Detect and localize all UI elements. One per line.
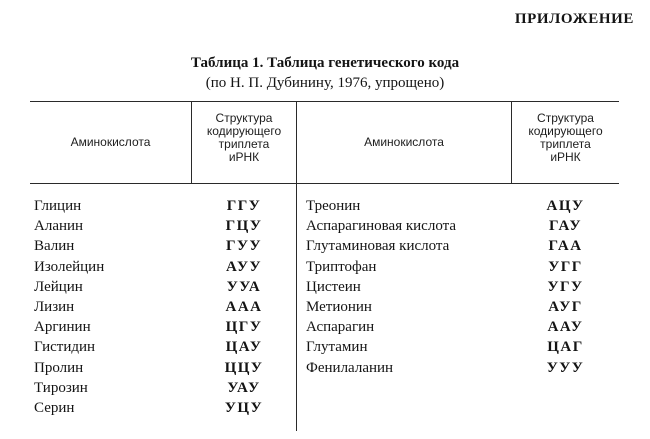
codon-cell: ГЦУ: [225, 218, 263, 235]
amino-acid-cell: Валин: [34, 238, 75, 255]
amino-acid-cell: Глицин: [34, 198, 82, 214]
amino-acid-cell: Изолейцин: [34, 258, 105, 275]
codon-cell: ГАА: [548, 238, 583, 255]
amino-acid-cell: Лизин: [34, 298, 75, 315]
header-codon-line: кодирующего: [528, 124, 603, 138]
table-title: Таблица 1. Таблица генетического кода: [190, 55, 460, 71]
amino-acid-cell: Глутамин: [306, 339, 368, 356]
header-codon-line: Структура: [537, 111, 594, 125]
codon-cell: ААУ: [547, 319, 584, 336]
column-divider-center: [296, 101, 297, 431]
amino-acid-cell: Аспарагиновая кислота: [306, 218, 457, 235]
codon-cell: ЦГУ: [225, 319, 263, 336]
header-codon-line: иРНК: [228, 150, 260, 164]
amino-acid-cell: Аспарагин: [306, 319, 375, 336]
codon-cell: ЦЦУ: [224, 359, 264, 376]
codon-cell: ЦАГ: [547, 339, 584, 356]
table-header-rule: [30, 183, 619, 184]
codon-cell: АУГ: [548, 298, 583, 315]
codon-list-left: [192, 196, 296, 418]
amino-acid-cell: Аргинин: [34, 319, 91, 336]
codon-cell: УГГ: [548, 258, 583, 275]
table-subtitle: (по Н. П. Дубинину, 1976, упрощено): [205, 75, 445, 91]
header-codon-line: кодирующего: [206, 124, 282, 138]
codon-cell: ГАУ: [549, 218, 582, 235]
header-amino-acid-right: Аминокислота: [364, 135, 444, 149]
codon-cell: УУА: [226, 278, 262, 295]
codon-cell: УУУ: [546, 359, 585, 376]
table-top-rule: [30, 101, 619, 102]
header-codon-left: [192, 112, 296, 164]
amino-acid-cell: Лейцин: [34, 278, 83, 295]
codon-cell: УЦУ: [224, 399, 264, 416]
header-codon-line: иРНК: [550, 150, 581, 164]
codon-cell: УАУ: [227, 379, 261, 396]
amino-acid-list-left: [34, 196, 189, 418]
amino-acid-cell: Триптофан: [306, 258, 377, 275]
codon-cell: АЦУ: [546, 198, 585, 214]
header-amino-acid-left: Аминокислота: [70, 135, 151, 149]
amino-acid-cell: Глутаминовая кислота: [306, 238, 450, 255]
amino-acid-cell: Метионин: [306, 298, 372, 315]
header-codon-line: триплета: [540, 137, 591, 151]
amino-acid-cell: Пролин: [34, 359, 84, 376]
header-codon-line: Структура: [215, 111, 273, 125]
codon-cell: ГГУ: [226, 198, 262, 214]
amino-acid-cell: Аланин: [34, 218, 84, 235]
codon-cell: АУУ: [225, 258, 263, 275]
amino-acid-cell: Серин: [34, 399, 75, 416]
amino-acid-cell: Тирозин: [34, 379, 88, 396]
amino-acid-list-right: [306, 196, 510, 378]
codon-cell: УГУ: [547, 278, 584, 295]
codon-cell: ГУУ: [225, 238, 263, 255]
header-codon-right: [512, 112, 619, 164]
page-heading: ПРИЛОЖЕНИЕ: [514, 11, 634, 27]
amino-acid-cell: Треонин: [306, 198, 361, 214]
amino-acid-cell: Цистеин: [306, 278, 361, 295]
codon-cell: ААА: [225, 298, 263, 315]
amino-acid-cell: Фенилаланин: [306, 359, 394, 376]
header-codon-line: триплета: [218, 137, 270, 151]
amino-acid-cell: Гистидин: [34, 339, 96, 356]
codon-cell: ЦАУ: [225, 339, 263, 356]
codon-list-right: [512, 196, 619, 378]
